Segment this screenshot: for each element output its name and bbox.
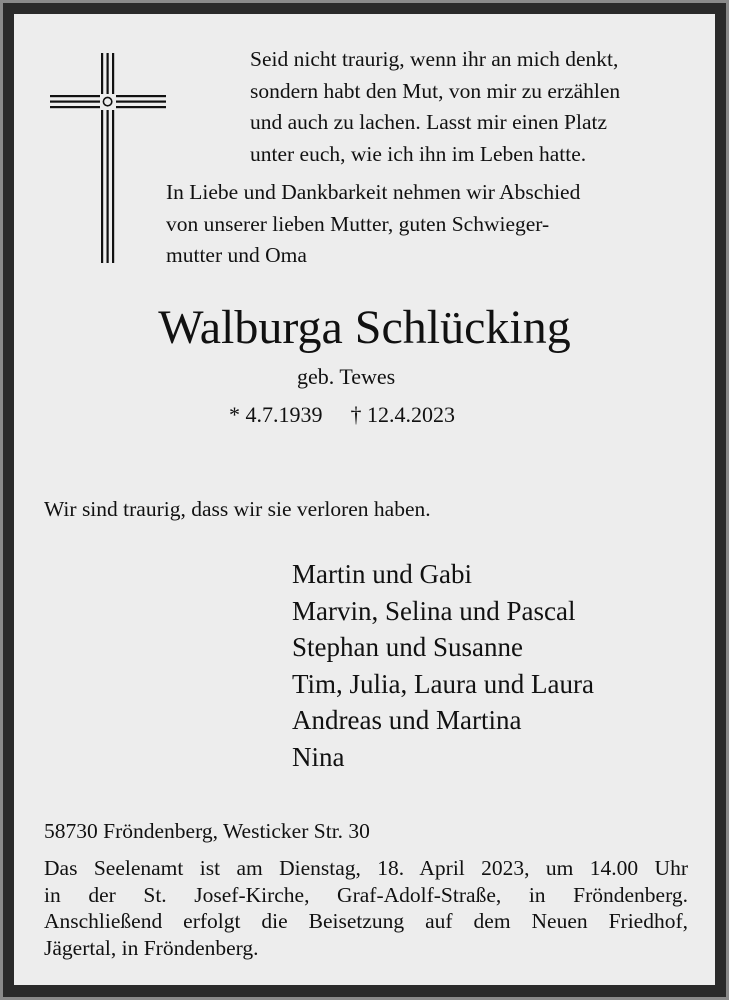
service-line: Das Seelenamt ist am Dienstag, 18. April 2023, um 14.00 Uhr	[44, 856, 688, 880]
service-line: Anschließend erfolgt die Beisetzung auf dem Neuen Friedhof,	[44, 909, 688, 933]
quote-line: sondern habt den Mut, von mir zu erzählen	[250, 78, 621, 103]
address: 58730 Fröndenberg, Westicker Str. 30	[44, 819, 370, 843]
birth-date: * 4.7.1939	[229, 402, 323, 427]
deceased-name: Walburga Schlücking	[158, 301, 571, 354]
birth-name: geb. Tewes	[297, 364, 396, 389]
quote-block	[250, 44, 620, 170]
family-entry: Andreas und Martina	[292, 705, 522, 735]
intro-line: In Liebe und Dankbarkeit nehmen wir Abschied	[166, 180, 581, 204]
quote-line: unter euch, wie ich ihn im Leben hatte.	[250, 141, 587, 166]
intro-line: von unserer lieben Mutter, guten Schwieger-	[166, 211, 550, 236]
death-date: † 12.4.2023	[350, 402, 455, 427]
service-info	[44, 855, 688, 961]
family-entry: Marvin, Selina und Pascal	[292, 595, 576, 626]
cross-icon	[50, 53, 166, 263]
service-line: Jägertal, in Fröndenberg.	[44, 935, 259, 960]
life-dates	[229, 400, 455, 430]
family-entry: Martin und Gabi	[292, 559, 472, 589]
mourning-statement: Wir sind traurig, dass wir sie verloren haben.	[44, 497, 431, 521]
family-entry: Stephan und Susanne	[292, 632, 523, 662]
quote-line: Seid nicht traurig, wenn ihr an mich denkt,	[250, 47, 619, 71]
quote-line: und auch zu lachen. Lasst mir einen Platz	[250, 110, 608, 134]
intro-block	[166, 177, 580, 272]
family-entry: Tim, Julia, Laura und Laura	[292, 668, 594, 699]
intro-line: mutter und Oma	[166, 243, 307, 267]
service-line: in der St. Josef-Kirche, Graf-Adolf-Straße, in Fröndenberg.	[44, 882, 688, 907]
family-entry: Nina	[292, 741, 345, 772]
family-list	[292, 556, 594, 775]
